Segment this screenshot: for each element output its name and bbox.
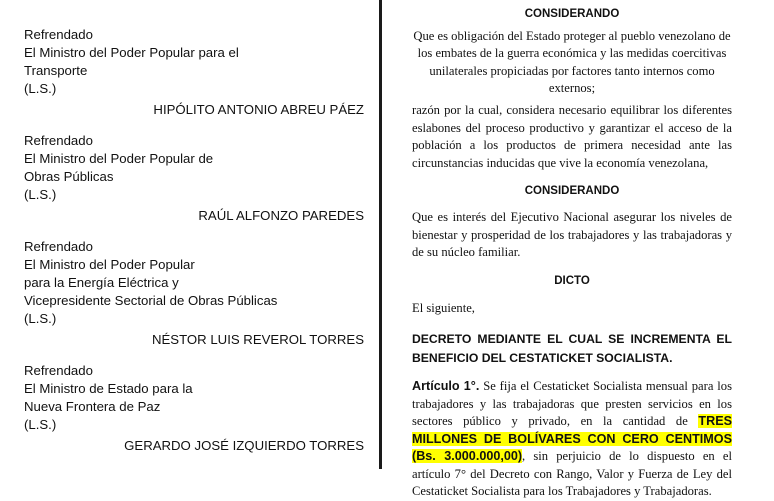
signature-block xyxy=(24,26,364,119)
signatory-name: HIPÓLITO ANTONIO ABREU PÁEZ xyxy=(153,102,364,117)
column-divider xyxy=(379,0,382,469)
article-text: , sin perjuicio de lo dispuesto en el artículo 7° del Decreto con Rango, Valor y Fuerza de Ley del Cestaticket Socialista para los Trabajadores y Trabajadoras. xyxy=(412,449,732,499)
section-heading: DICTO xyxy=(554,274,590,287)
right-column xyxy=(412,6,732,501)
intro-text: El siguiente, xyxy=(412,301,475,316)
article-label: Artículo 1°. xyxy=(412,378,480,393)
block-line: (L.S.) xyxy=(24,417,57,432)
paragraph: Que es interés del Ejecutivo Nacional asegurar los niveles de bienestar y prosperidad de los trabajadores y las trabajadoras y de su núcleo familiar. xyxy=(412,209,732,260)
block-line: Nueva Frontera de Paz xyxy=(24,399,161,414)
block-line: Refrendado xyxy=(24,239,93,254)
block-line: Refrendado xyxy=(24,133,93,148)
signature-block xyxy=(24,238,364,349)
signatory-name: GERARDO JOSÉ IZQUIERDO TORRES xyxy=(124,438,364,453)
block-line: Transporte xyxy=(24,63,88,78)
paragraph: razón por la cual, considera necesario equilibrar los diferentes eslabones del proceso productivo y garantizar el acceso de la población a los productos de primera necesidad ante las circunstancias inducidas que vive la economía venezolana, xyxy=(412,102,732,170)
block-line: (L.S.) xyxy=(24,311,57,326)
block-line: Refrendado xyxy=(24,27,93,42)
section-heading: CONSIDERANDO xyxy=(524,8,620,20)
section-heading: CONSIDERANDO xyxy=(524,185,620,198)
block-line: (L.S.) xyxy=(24,81,57,96)
left-column xyxy=(24,26,364,468)
block-line: (L.S.) xyxy=(24,187,57,202)
signature-block xyxy=(24,132,364,225)
block-line: para la Energía Eléctrica y xyxy=(24,275,179,290)
article-paragraph xyxy=(412,378,732,501)
signatory-name: NÉSTOR LUIS REVEROL TORRES xyxy=(151,332,364,347)
block-line: El Ministro del Poder Popular para el xyxy=(24,45,239,60)
block-line: El Ministro del Poder Popular xyxy=(24,257,195,272)
paragraph: Que es obligación del Estado proteger al pueblo venezolano de los embates de la guerra económica y las medidas coercitivas unilaterales propiciadas por factores tanto internos como externos; xyxy=(413,28,731,96)
highlighted-amount: TRES MILLONES DE BOLÍVARES CON CERO CENTIMOS (Bs. 3.000.000,00) xyxy=(412,414,732,464)
block-line: Obras Públicas xyxy=(24,169,114,184)
signatory-name: RAÚL ALFONZO PAREDES xyxy=(198,208,364,223)
article-text: Se fija el Cestaticket Socialista mensual para los trabajadores y las trabajadoras que presten servicios en los sectores público y privado, en la cantidad de xyxy=(412,378,732,429)
signature-block xyxy=(24,362,364,455)
decree-title: DECRETO MEDIANTE EL CUAL SE INCREMENTA EL BENEFICIO DEL CESTATICKET SOCIALISTA. xyxy=(412,331,732,365)
block-line: Vicepresidente Sectorial de Obras Públicas xyxy=(24,293,278,308)
block-line: El Ministro del Poder Popular de xyxy=(24,151,214,166)
block-line: Refrendado xyxy=(24,363,93,378)
block-line: El Ministro de Estado para la xyxy=(24,381,193,396)
